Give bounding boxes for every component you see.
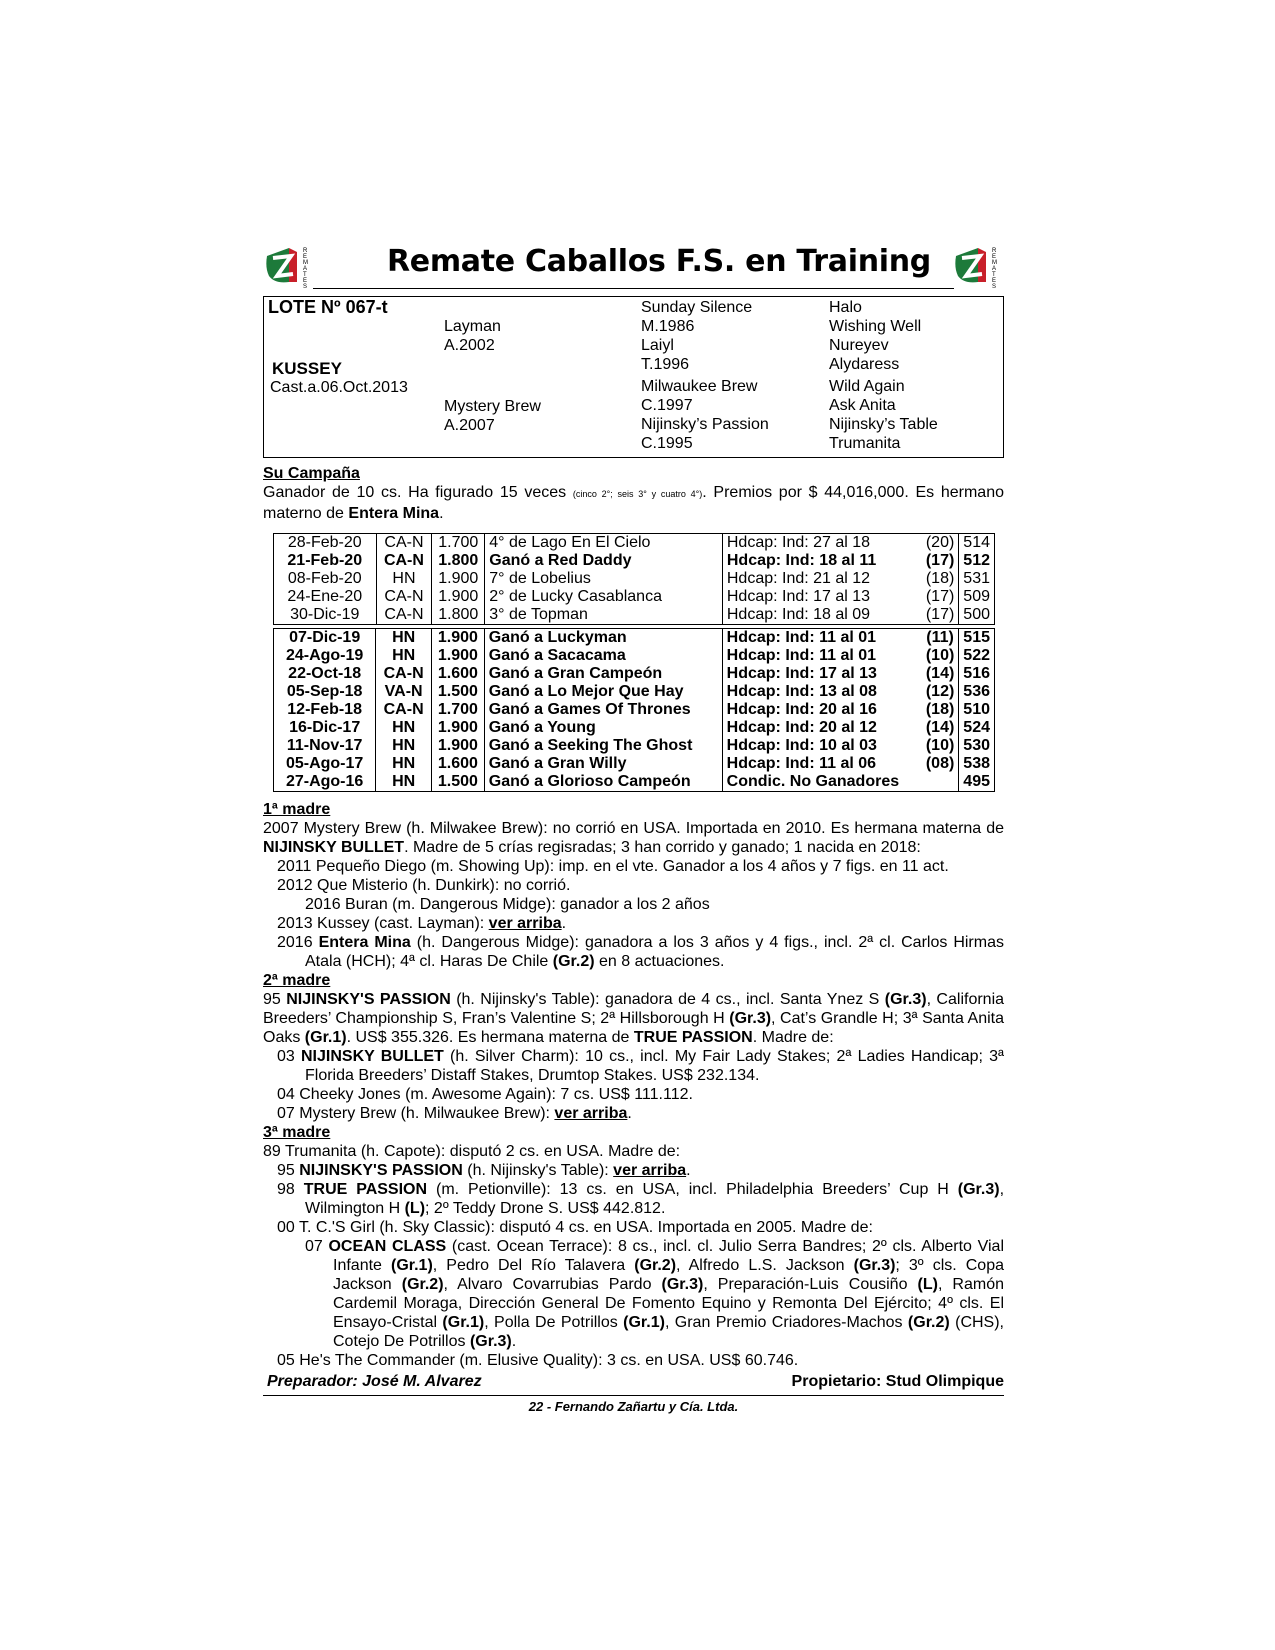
race-date: 21-Feb-20 bbox=[287, 552, 363, 569]
race-weight: 512 bbox=[959, 552, 994, 570]
race-conditions: Hdcap: Ind: 11 al 06 bbox=[722, 755, 922, 773]
race-date: 24-Ago-19 bbox=[285, 647, 364, 664]
text: (h. Dangerous Midge): ganadora a los 3 años y 4 figs., incl. 2ª cl. Carlos Hirmas Atala (HCH); 4ª cl. Haras De Chile bbox=[305, 934, 1004, 970]
text-bold: (Gr.1) bbox=[623, 1314, 665, 1331]
race-result: Ganó a Lo Mejor Que Hay bbox=[484, 683, 722, 701]
race-row bbox=[274, 683, 994, 701]
text: (h. Silver Charm): 10 cs., incl. My Fair Lady Stakes; 2ª Ladies Handicap; 3ª Florida Breeders’ Distaff Stakes, Drumtop Stakes. US$ 232.134. bbox=[305, 1048, 1004, 1084]
svg-text:E: E bbox=[303, 254, 308, 260]
race-date: 27-Ago-16 bbox=[285, 773, 364, 790]
campaign-text-end: . bbox=[439, 505, 444, 522]
race-result: Ganó a Seeking The Ghost bbox=[484, 737, 722, 755]
dam3-offspring bbox=[263, 1161, 1004, 1180]
text-bold: (Gr.2) bbox=[634, 1257, 677, 1274]
race-result: Ganó a Red Daddy bbox=[485, 552, 723, 570]
race-row bbox=[274, 588, 994, 606]
race-track: CA-N bbox=[376, 606, 432, 624]
race-runners: (10) bbox=[925, 737, 955, 754]
race-conditions: Hdcap: Ind: 18 al 09 bbox=[722, 606, 921, 624]
header-rule bbox=[313, 288, 954, 289]
dam3-offspring bbox=[263, 1180, 1004, 1218]
text: en 8 actuaciones. bbox=[599, 953, 725, 970]
ver-arriba-link: ver arriba bbox=[613, 1162, 687, 1179]
page-title: Remate Caballos F.S. en Training bbox=[387, 244, 931, 279]
race-distance: 1.900 bbox=[431, 647, 484, 665]
ped-gen3: Milwaukee Brew bbox=[641, 378, 758, 395]
race-runners: (14) bbox=[925, 665, 955, 682]
campaign-placings: (cinco 2°; seis 3° y cuatro 4°) bbox=[572, 489, 703, 499]
race-row bbox=[274, 534, 994, 552]
campaign-text-b: . Premios por $ 44,016,000. Es hermano materno de bbox=[263, 484, 1004, 522]
ped-gen4: Halo bbox=[829, 299, 862, 316]
zanartu-logo bbox=[263, 242, 315, 288]
sire-name: Layman bbox=[444, 318, 501, 335]
ped-gen3: Sunday Silence bbox=[641, 299, 753, 316]
text: , Gran Premio Criadores-Machos bbox=[664, 1314, 903, 1331]
race-result: Ganó a Glorioso Campeón bbox=[484, 773, 722, 791]
race-date: 28-Feb-20 bbox=[287, 534, 362, 551]
race-row bbox=[274, 552, 994, 570]
race-date: 08-Feb-20 bbox=[287, 570, 362, 587]
owner: Propietario: Stud Olimpique bbox=[791, 1373, 1004, 1390]
race-row bbox=[274, 629, 994, 647]
text-bold: TRUE PASSION bbox=[633, 1029, 753, 1046]
race-date: 05-Sep-18 bbox=[286, 683, 363, 700]
text: 2007 Mystery Brew (h. Milwakee Brew): no corrió en USA. Importada en 2010. Es hermana materna de bbox=[263, 820, 1004, 837]
dam1-section bbox=[263, 800, 1004, 971]
race-result: Ganó a Gran Campeón bbox=[484, 665, 722, 683]
text-bold: NIJINSKY'S PASSION bbox=[286, 991, 451, 1008]
race-conditions: Hdcap: Ind: 27 al 18 bbox=[722, 534, 921, 552]
race-distance: 1.500 bbox=[431, 773, 484, 791]
race-runners: (11) bbox=[926, 629, 954, 646]
footer-rule bbox=[263, 1395, 1004, 1396]
race-conditions: Hdcap: Ind: 17 al 13 bbox=[722, 588, 921, 606]
race-weight: 538 bbox=[959, 755, 994, 773]
race-distance: 1.600 bbox=[431, 665, 484, 683]
race-weight: 536 bbox=[959, 683, 994, 701]
race-distance: 1.500 bbox=[431, 683, 484, 701]
ped-gen3: C.1997 bbox=[641, 397, 693, 414]
text-bold: Entera Mina bbox=[318, 934, 411, 951]
text: , California Breeders’ Championship S, Fran’s Valentine S; 2ª Hillsborough H bbox=[263, 991, 1005, 1027]
race-result: Ganó a Young bbox=[484, 719, 722, 737]
race-row bbox=[274, 647, 994, 665]
ped-gen3: Laiyl bbox=[641, 337, 674, 354]
race-runners: (17) bbox=[925, 552, 955, 569]
race-runners: (17) bbox=[925, 606, 955, 623]
race-row bbox=[274, 701, 994, 719]
text-bold: (Gr.3) bbox=[957, 1181, 1000, 1198]
race-conditions: Condic. No Ganadores bbox=[722, 773, 922, 791]
text: . bbox=[561, 915, 567, 932]
campaign-summary bbox=[263, 483, 1004, 523]
text: ; 2º Teddy Drone S. US$ 442.812. bbox=[425, 1200, 666, 1217]
race-date: 30-Dic-19 bbox=[290, 606, 360, 623]
ped-gen3: C.1995 bbox=[641, 435, 693, 452]
race-distance: 1.700 bbox=[431, 701, 484, 719]
text: 03 bbox=[277, 1048, 295, 1065]
race-result: Ganó a Luckyman bbox=[484, 629, 722, 647]
text: , Preparación-Luis Cousiño bbox=[703, 1276, 908, 1293]
svg-text:E: E bbox=[303, 278, 308, 284]
dam1-title: 1ª madre bbox=[263, 801, 331, 818]
dam2-title: 2ª madre bbox=[263, 972, 331, 989]
campaign-text: Ganador de 10 cs. Ha figurado 15 veces bbox=[263, 484, 567, 501]
race-row bbox=[274, 719, 994, 737]
dam2-offspring bbox=[263, 1104, 1004, 1123]
text: . bbox=[627, 1105, 632, 1122]
zanartu-logo-right bbox=[952, 242, 1004, 288]
dam-year: A.2007 bbox=[444, 417, 495, 434]
svg-text:R: R bbox=[303, 248, 308, 254]
race-distance: 1.600 bbox=[431, 755, 484, 773]
dam2-section bbox=[263, 971, 1004, 1123]
race-row bbox=[274, 665, 994, 683]
svg-text:S: S bbox=[303, 284, 308, 288]
race-distance: 1.700 bbox=[432, 534, 485, 552]
svg-text:T: T bbox=[303, 272, 307, 278]
horse-name: KUSSEY bbox=[272, 359, 342, 378]
race-track: HN bbox=[376, 629, 432, 647]
race-conditions: Hdcap: Ind: 20 al 16 bbox=[722, 701, 922, 719]
campaign-section bbox=[263, 464, 1004, 523]
ped-gen4: Trumanita bbox=[829, 435, 901, 452]
text-bold: (Gr.1) bbox=[304, 1029, 347, 1046]
pedigree-box bbox=[263, 296, 1004, 458]
race-weight: 531 bbox=[959, 570, 994, 588]
race-runners: (12) bbox=[925, 683, 955, 700]
text-bold: OCEAN CLASS bbox=[328, 1238, 447, 1255]
race-runners: (10) bbox=[925, 647, 955, 664]
catalog-page bbox=[263, 238, 1004, 1414]
race-result: Ganó a Sacacama bbox=[484, 647, 722, 665]
race-weight: 514 bbox=[959, 534, 994, 552]
text-bold: (Gr.3) bbox=[729, 1010, 772, 1027]
race-runners bbox=[922, 773, 959, 791]
race-track: CA-N bbox=[376, 552, 432, 570]
dam1-offspring bbox=[263, 933, 1004, 971]
text: (h. Nijinsky's Table): bbox=[467, 1162, 609, 1179]
svg-text:E: E bbox=[992, 278, 997, 284]
race-track: HN bbox=[376, 755, 432, 773]
race-track: CA-N bbox=[376, 588, 432, 606]
text-bold: (L) bbox=[404, 1200, 426, 1217]
dam2-offspring: 04 Cheeky Jones (m. Awesome Again): 7 cs. US$ 111.112. bbox=[277, 1086, 693, 1103]
dam-name: Mystery Brew bbox=[444, 398, 541, 415]
text-bold: (Gr.3) bbox=[661, 1276, 704, 1293]
race-runners: (20) bbox=[925, 534, 955, 551]
wins-table bbox=[273, 628, 995, 792]
campaign-title: Su Campaña bbox=[263, 465, 360, 482]
ped-gen3: M.1986 bbox=[641, 318, 695, 335]
text-bold: (Gr.1) bbox=[390, 1257, 433, 1274]
race-date: 16-Dic-17 bbox=[289, 719, 361, 736]
text: 2016 bbox=[277, 934, 313, 951]
text: , Alvaro Covarrubias Pardo bbox=[443, 1276, 652, 1293]
dam3-title: 3ª madre bbox=[263, 1124, 331, 1141]
race-conditions: Hdcap: Ind: 10 al 03 bbox=[722, 737, 922, 755]
text-bold: (Gr.3) bbox=[853, 1257, 896, 1274]
race-conditions: Hdcap: Ind: 13 al 08 bbox=[722, 683, 922, 701]
race-date: 22-Oct-18 bbox=[288, 665, 362, 682]
race-row bbox=[274, 570, 994, 588]
dam3-offspring: 05 He's The Commander (m. Elusive Quality): 3 cs. en USA. US$ 60.746. bbox=[277, 1352, 799, 1369]
race-runners: (18) bbox=[925, 701, 955, 718]
dam2-offspring bbox=[263, 1047, 1004, 1085]
text: ; 3º cls. Copa Jackson bbox=[333, 1257, 1004, 1293]
svg-text:A: A bbox=[303, 266, 308, 272]
recent-races-table bbox=[273, 533, 995, 625]
race-weight: 515 bbox=[959, 629, 994, 647]
trainer-owner-row bbox=[263, 1373, 1004, 1393]
text: , Ramón Cardemil Moraga, Dirección General De Fomento Equino y Remonta Del Ejército; 4º cls. El Ensayo-Cristal bbox=[333, 1276, 1004, 1331]
lot-number: LOTE Nº 067-t bbox=[268, 297, 388, 317]
dam3-offspring: 00 T. C.'S Girl (h. Sky Classic): disputó 4 cs. en USA. Importada en 2005. Madre de: bbox=[277, 1219, 873, 1236]
ped-gen4: Wild Again bbox=[829, 378, 905, 395]
race-weight: 500 bbox=[959, 606, 994, 624]
race-distance: 1.900 bbox=[431, 629, 484, 647]
text: (h. Nijinsky's Table): ganadora de 4 cs., incl. Santa Ynez S bbox=[456, 991, 880, 1008]
race-result: 4° de Lago En El Cielo bbox=[485, 534, 723, 552]
race-conditions: Hdcap: Ind: 20 al 12 bbox=[722, 719, 922, 737]
text: (cast. Ocean Terrace): 8 cs., incl. cl. Julio Serra Bandres; 2º cls. Alberto Vial Infante bbox=[333, 1238, 1005, 1274]
dam1-line bbox=[263, 819, 1004, 857]
race-track: VA-N bbox=[376, 683, 432, 701]
text: , Alfredo L.S. Jackson bbox=[676, 1257, 845, 1274]
text: 98 bbox=[277, 1181, 295, 1198]
dam3-section bbox=[263, 1123, 1004, 1370]
text: , Pedro Del Río Talavera bbox=[432, 1257, 626, 1274]
race-distance: 1.800 bbox=[432, 606, 485, 624]
race-track: HN bbox=[376, 719, 432, 737]
race-weight: 509 bbox=[959, 588, 994, 606]
page-header bbox=[263, 238, 1004, 294]
race-track: CA-N bbox=[376, 665, 432, 683]
horse-sex-dob: Cast.a.06.Oct.2013 bbox=[270, 379, 408, 396]
page-footer: 22 - Fernando Zañartu y Cía. Ltda. bbox=[528, 1399, 739, 1414]
race-weight: 530 bbox=[959, 737, 994, 755]
race-distance: 1.800 bbox=[432, 552, 485, 570]
race-conditions: Hdcap: Ind: 11 al 01 bbox=[722, 647, 922, 665]
ped-gen4: Alydaress bbox=[829, 356, 900, 373]
race-distance: 1.900 bbox=[432, 588, 485, 606]
race-conditions: Hdcap: Ind: 21 al 12 bbox=[722, 570, 921, 588]
svg-text:T: T bbox=[992, 272, 996, 278]
race-date: 05-Ago-17 bbox=[285, 755, 364, 772]
sire-year: A.2002 bbox=[444, 337, 495, 354]
text-bold: (Gr.3) bbox=[884, 991, 927, 1008]
ped-gen4: Nijinsky’s Table bbox=[829, 416, 938, 433]
race-distance: 1.900 bbox=[431, 719, 484, 737]
text: (CHS), Cotejo De Potrillos bbox=[333, 1314, 1004, 1350]
text-bold: NIJINSKY BULLET bbox=[263, 839, 405, 856]
text: , Polla De Potrillos bbox=[484, 1314, 618, 1331]
race-conditions: Hdcap: Ind: 11 al 01 bbox=[722, 629, 922, 647]
race-distance: 1.900 bbox=[432, 570, 485, 588]
race-date: 12-Feb-18 bbox=[287, 701, 362, 718]
race-track: HN bbox=[376, 773, 432, 791]
race-date: 24-Ene-20 bbox=[287, 588, 363, 605]
text: (m. Petionville): 13 cs. en USA, incl. Philadelphia Breeders’ Cup H bbox=[435, 1181, 949, 1198]
dam1-grand-offspring: 2016 Buran (m. Dangerous Midge): ganador a los 2 años bbox=[305, 896, 710, 913]
race-conditions: Hdcap: Ind: 18 al 11 bbox=[722, 552, 921, 570]
text-bold: (Gr.1) bbox=[442, 1314, 485, 1331]
ped-gen4: Ask Anita bbox=[829, 397, 896, 414]
race-track: HN bbox=[376, 737, 432, 755]
dam3-grand-offspring bbox=[263, 1237, 1004, 1351]
text-bold: (Gr.2) bbox=[401, 1276, 444, 1293]
text: . US$ 355.326. Es hermana materna de bbox=[346, 1029, 630, 1046]
race-weight: 522 bbox=[959, 647, 994, 665]
text-bold: (L) bbox=[917, 1276, 938, 1293]
race-result: Ganó a Games Of Thrones bbox=[484, 701, 722, 719]
race-track: CA-N bbox=[376, 534, 432, 552]
text: . Madre de 5 crías regisradas; 3 han corrido y ganado; 1 nacida en 2018: bbox=[404, 839, 921, 856]
race-runners: (17) bbox=[925, 588, 955, 605]
campaign-sibling: Entera Mina bbox=[348, 505, 440, 522]
race-result: 3° de Topman bbox=[485, 606, 723, 624]
race-row bbox=[274, 773, 994, 791]
race-row bbox=[274, 737, 994, 755]
ped-gen4: Wishing Well bbox=[829, 318, 922, 335]
svg-text:M: M bbox=[303, 260, 308, 266]
svg-text:M: M bbox=[992, 260, 997, 266]
svg-text:E: E bbox=[992, 254, 997, 260]
text: , Cat’s Grandle H; 3ª Santa Anita Oaks bbox=[263, 1010, 1005, 1046]
race-track: HN bbox=[376, 647, 432, 665]
race-date: 11-Nov-17 bbox=[286, 737, 363, 754]
text: 2013 Kussey (cast. Layman): bbox=[277, 915, 485, 932]
text-bold: (Gr.3) bbox=[469, 1333, 512, 1350]
dam1-offspring: 2012 Que Misterio (h. Dunkirk): no corrió. bbox=[277, 877, 571, 894]
svg-text:A: A bbox=[992, 266, 997, 272]
svg-text:S: S bbox=[992, 284, 997, 288]
race-track: CA-N bbox=[376, 701, 432, 719]
text-bold: (Gr.2) bbox=[552, 953, 595, 970]
ver-arriba-link: ver arriba bbox=[488, 915, 562, 932]
text: 95 bbox=[263, 991, 281, 1008]
text: , Wilmington H bbox=[305, 1181, 1005, 1217]
race-runners: (18) bbox=[925, 570, 955, 587]
dam1-offspring bbox=[263, 914, 1004, 933]
race-weight: 524 bbox=[959, 719, 994, 737]
race-result: Ganó a Gran Willy bbox=[484, 755, 722, 773]
ver-arriba-link: ver arriba bbox=[554, 1105, 628, 1122]
dam3-line: 89 Trumanita (h. Capote): disputó 2 cs. en USA. Madre de: bbox=[263, 1143, 681, 1160]
text-bold: NIJINSKY'S PASSION bbox=[299, 1162, 463, 1179]
text: . bbox=[511, 1333, 517, 1350]
race-date: 07-Dic-19 bbox=[289, 629, 361, 646]
race-weight: 510 bbox=[959, 701, 994, 719]
race-runners: (14) bbox=[925, 719, 955, 736]
text-bold: NIJINSKY BULLET bbox=[301, 1048, 444, 1065]
race-conditions: Hdcap: Ind: 17 al 13 bbox=[722, 665, 922, 683]
text: 07 bbox=[305, 1238, 323, 1255]
race-distance: 1.900 bbox=[431, 737, 484, 755]
text: 95 bbox=[277, 1162, 295, 1179]
race-track: HN bbox=[376, 570, 432, 588]
text: 07 Mystery Brew (h. Milwaukee Brew): bbox=[277, 1105, 550, 1122]
race-result: 2° de Lucky Casablanca bbox=[485, 588, 723, 606]
text: . Madre de: bbox=[752, 1029, 834, 1046]
dam1-offspring: 2011 Pequeño Diego (m. Showing Up): imp. en el vte. Ganador a los 4 años y 7 figs. en 11 act. bbox=[277, 858, 949, 875]
race-weight: 495 bbox=[959, 773, 994, 791]
trainer: Preparador: José M. Alvarez bbox=[267, 1373, 482, 1390]
text: . bbox=[686, 1162, 691, 1179]
text-bold: TRUE PASSION bbox=[303, 1181, 428, 1198]
ped-gen3: T.1996 bbox=[641, 356, 690, 373]
race-row bbox=[274, 606, 994, 624]
race-weight: 516 bbox=[959, 665, 994, 683]
ped-gen3: Nijinsky’s Passion bbox=[641, 416, 769, 433]
svg-text:R: R bbox=[992, 248, 997, 254]
race-row bbox=[274, 755, 994, 773]
text-bold: (Gr.2) bbox=[907, 1314, 950, 1331]
dam2-line bbox=[263, 990, 1004, 1047]
race-result: 7° de Lobelius bbox=[485, 570, 723, 588]
ped-gen4: Nureyev bbox=[829, 337, 889, 354]
race-runners: (08) bbox=[925, 755, 955, 772]
